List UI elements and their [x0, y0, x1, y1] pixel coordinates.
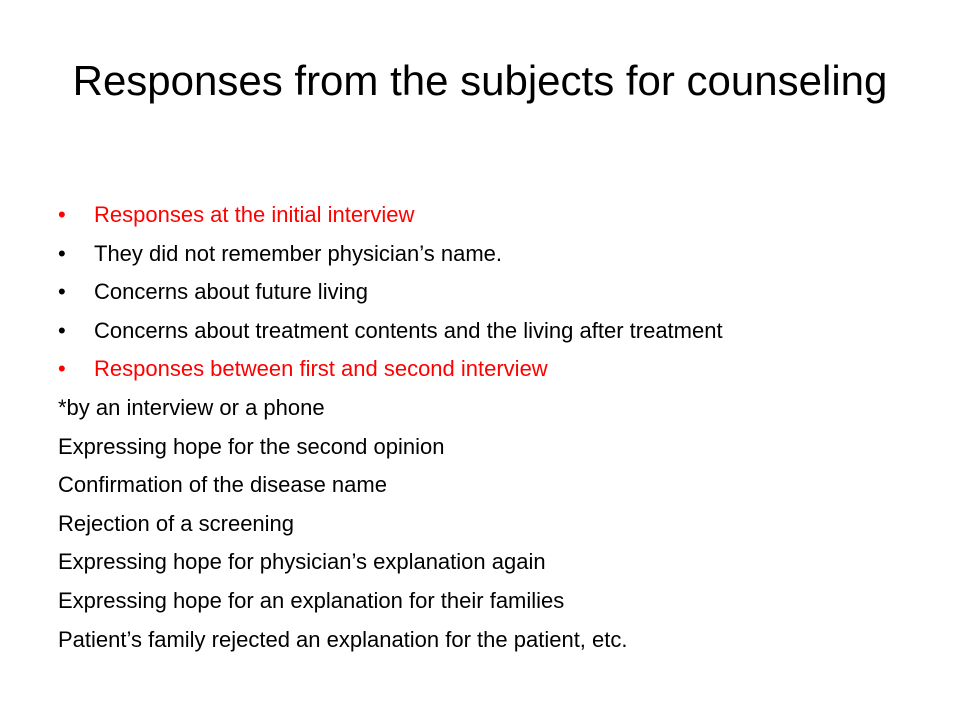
list-item-text: Concerns about treatment contents and the living after treatment: [94, 317, 723, 343]
list-item: [58, 505, 938, 544]
list-item-text: Concerns about future living: [94, 279, 368, 305]
list-item: [58, 273, 938, 312]
list-item-text: Expressing hope for an explanation for their families: [58, 587, 565, 613]
list-item: [58, 312, 938, 351]
list-item: [58, 350, 938, 389]
bullet-icon: •: [58, 240, 66, 266]
list-item-text: Expressing hope for physician’s explanation again: [58, 549, 546, 575]
list-item-text: Confirmation of the disease name: [58, 472, 387, 498]
list-item-text: Rejection of a screening: [58, 510, 295, 536]
list-item: [58, 235, 938, 274]
list-item: [58, 428, 938, 467]
bullet-icon: •: [58, 279, 66, 305]
bullet-icon: •: [58, 202, 66, 227]
slide-title: Responses from the subjects for counseling: [72, 57, 888, 104]
list-item: [58, 196, 938, 235]
list-item: [58, 543, 938, 582]
list-item-text: Responses between first and second interview: [94, 356, 548, 382]
bullet-icon: •: [58, 356, 66, 382]
slide-body: [58, 196, 938, 659]
list-item-text: Expressing hope for the second opinion: [58, 433, 445, 459]
list-item-text: They did not remember physician’s name.: [94, 240, 503, 266]
bullet-icon: •: [58, 317, 66, 343]
list-item: [58, 389, 938, 428]
list-item-text: *by an interview or a phone: [58, 394, 325, 420]
list-item-text: Responses at the initial interview: [94, 202, 415, 227]
list-item-text: Patient’s family rejected an explanation for the patient, etc.: [58, 626, 628, 652]
list-item: [58, 582, 938, 621]
list-item: [58, 621, 938, 660]
list-item: [58, 466, 938, 505]
